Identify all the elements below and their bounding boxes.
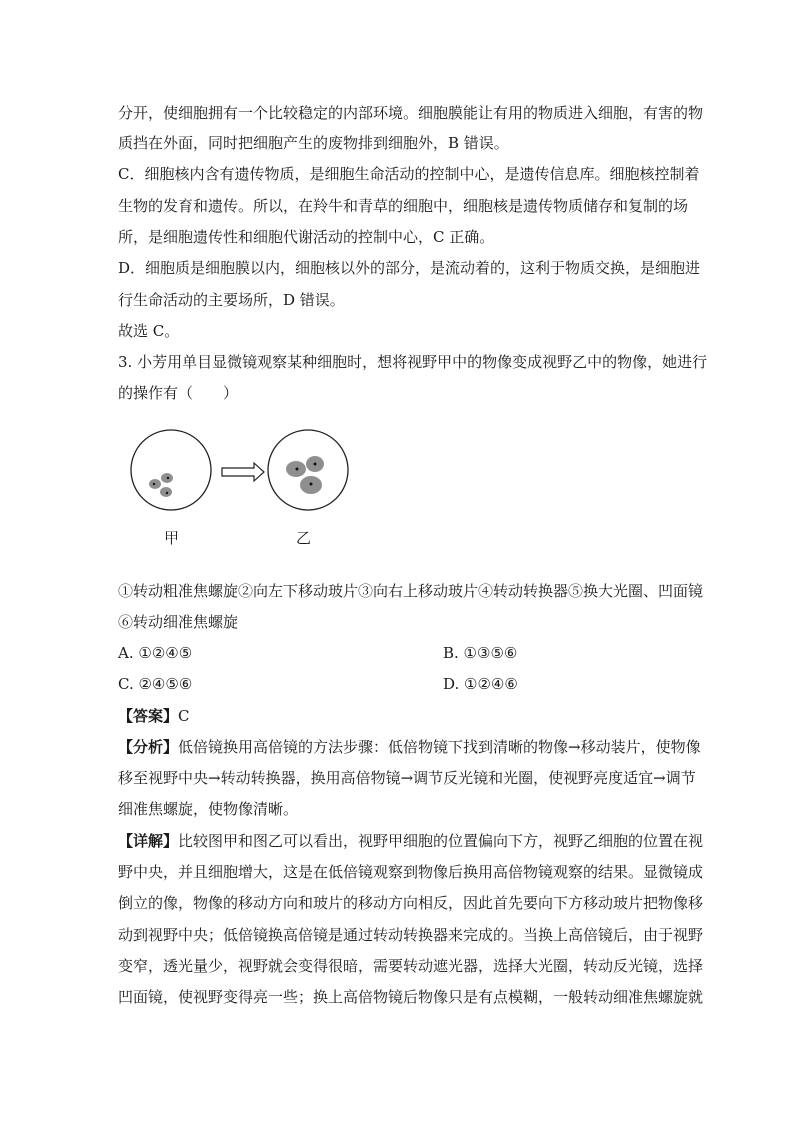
detail-line: 变窄，透光量少，视野就会变得很暗，需要转动遮光器，选择大光圈，转动反光镜，选择 (118, 957, 704, 975)
analysis-line: 移至视野中央→转动转换器，换用高倍物镜→调节反光镜和光圈，使视野亮度适宜→调节 (118, 769, 696, 787)
question-stem: 3. 小芳用单目显微镜观察某种细胞时，想将视野甲中的物像变成视野乙中的物像，她进行 (118, 353, 708, 371)
arrow-icon (222, 463, 264, 481)
field-jia (131, 430, 211, 510)
paragraph-line: 质挡在外面，同时把细胞产生的废物排到细胞外，B 错误。 (118, 134, 509, 152)
option-d: D. ①②④⑥ (443, 675, 518, 693)
figure-label-yi: 乙 (296, 529, 312, 547)
option-c-explanation: 生物的发育和遗传。所以，在羚牛和青草的细胞中，细胞核是遗传物质储存和复制的场 (118, 197, 689, 215)
operation-steps: ⑥转动细准焦螺旋 (118, 613, 239, 631)
option-a: A. ①②④⑤ (118, 644, 193, 662)
option-c-explanation: 所，是细胞遗传性和细胞代谢活动的控制中心，C 正确。 (118, 228, 495, 246)
option-d-explanation: 行生命活动的主要场所，D 错误。 (118, 291, 345, 309)
analysis-line: 细准焦螺旋，使物像清晰。 (118, 800, 299, 818)
field-yi (268, 430, 348, 510)
paragraph-line: 分开，使细胞拥有一个比较稳定的内部环境。细胞膜能让有用的物质进入细胞，有害的物 (118, 104, 704, 122)
answer-line (118, 706, 190, 726)
detail-line (118, 831, 703, 851)
question-stem: 的操作有（ ） (118, 384, 239, 402)
detail-tag: 【详解】 (118, 832, 179, 850)
option-c: C. ②④⑤⑥ (118, 675, 193, 693)
option-d-explanation: D．细胞质是细胞膜以内，细胞核以外的部分，是流动着的，这利于物质交换，是细胞进 (118, 259, 701, 277)
option-c-explanation: C．细胞核内含有遗传物质，是细胞生命活动的控制中心，是遗传信息库。细胞核控制着 (118, 165, 700, 183)
detail-line: 凹面镜，使视野变得亮一些；换上高倍物镜后物像只是有点模糊，一般转动细准焦螺旋就 (118, 988, 704, 1006)
detail-text: 比较图甲和图乙可以看出，视野甲细胞的位置偏向下方，视野乙细胞的位置在视 (178, 832, 704, 850)
operation-steps: ①转动粗准焦螺旋②向左下移动玻片③向右上移动玻片④转动转换器⑤换大光圈、凹面镜 (118, 582, 704, 600)
answer-value: C (178, 707, 190, 725)
analysis-tag: 【分析】 (118, 738, 179, 756)
detail-line: 野中央，并且细胞增大，这是在低倍镜观察到物像后换用高倍物镜观察的结果。显微镜成 (118, 863, 704, 881)
option-b: B. ①③⑤⑥ (443, 644, 518, 662)
figure-label-jia: 甲 (164, 529, 180, 547)
choose-statement: 故选 C。 (118, 322, 180, 340)
analysis-text: 低倍镜换用高倍镜的方法步骤：低倍物镜下找到清晰的物像→移动装片，使物像 (178, 738, 701, 756)
detail-line: 倒立的像，物像的移动方向和玻片的移动方向相反，因此首先要向下方移动玻片把物像移 (118, 894, 704, 912)
detail-line: 动到视野中央；低倍镜换高倍镜是通过转动转换器来完成的。当换上高倍镜后，由于视野 (118, 926, 704, 944)
analysis-line (118, 737, 701, 757)
answer-tag: 【答案】 (118, 707, 179, 725)
